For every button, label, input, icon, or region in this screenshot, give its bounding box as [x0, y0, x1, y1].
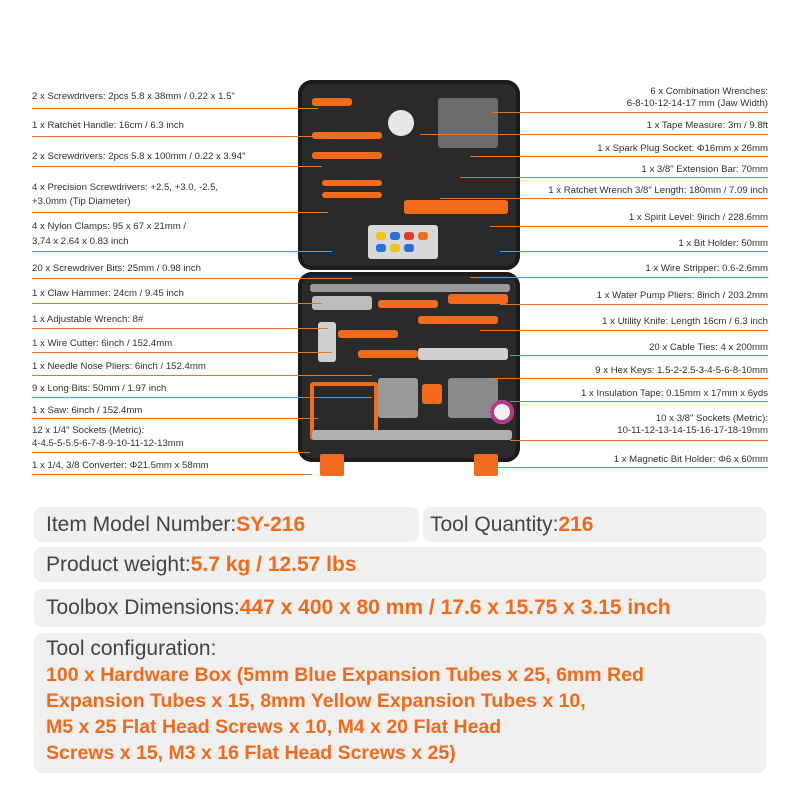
- config-line: 100 x Hardware Box (5mm Blue Expansion Tubes x 25, 6mm Red: [46, 664, 644, 686]
- callout-label: 1 x Ratchet Wrench 3/8" Length: 180mm / 7.09 inch: [548, 185, 768, 196]
- callout-label: 2 x Screwdrivers: 2pcs 5.8 x 100mm / 0.22 x 3.94": [32, 151, 246, 162]
- latch: [474, 454, 498, 476]
- leader-line: [32, 352, 332, 353]
- toolbox-lid: [298, 80, 520, 270]
- leader-line: [510, 440, 768, 441]
- callout-label: 2 x Screwdrivers: 2pcs 5.8 x 38mm / 0.22 x 1.5": [32, 91, 235, 102]
- leader-line: [32, 397, 372, 398]
- leader-line: [440, 198, 768, 199]
- product-weight: Product weight:5.7 kg / 12.57 lbs: [46, 553, 357, 576]
- callout-label: 1 x Utility Knife: Length 16cm / 6.3 inch: [602, 316, 768, 327]
- config-line: Screws x 15, M3 x 16 Flat Head Screws x 25): [46, 742, 456, 764]
- callout-label: 6 x Combination Wrenches:: [650, 86, 768, 97]
- config-line: Expansion Tubes x 15, 8mm Yellow Expansion Tubes x 10,: [46, 690, 586, 712]
- leader-line: [32, 166, 322, 167]
- leader-line: [420, 134, 768, 135]
- leader-line: [32, 212, 328, 213]
- leader-line: [32, 108, 318, 109]
- leader-line: [32, 251, 332, 252]
- leader-line: [470, 277, 768, 278]
- leader-line: [492, 112, 768, 113]
- leader-line: [32, 278, 352, 279]
- callout-label: 1 x Spirit Level: 9inch / 228.6mm: [628, 212, 768, 223]
- callout-label: 1 x Ratchet Handle: 16cm / 6.3 inch: [32, 120, 184, 131]
- callout-label: 12 x 1/4" Sockets (Metric):: [32, 425, 145, 436]
- leader-line: [460, 177, 768, 178]
- callout-label: 9 x Long Bits: 50mm / 1.97 inch: [32, 383, 167, 394]
- callout-label-line2: 3.74 x 2.64 x 0.83 inch: [32, 236, 129, 247]
- callout-label-line2: 6-8-10-12-14-17 mm (Jaw Width): [626, 98, 768, 109]
- leader-line: [32, 328, 328, 329]
- callout-label: 1 x Bit Holder: 50mm: [678, 238, 768, 249]
- callout-label: 9 x Hex Keys: 1.5-2-2.5-3-4-5-6-8-10mm: [595, 365, 768, 376]
- callout-label: 1 x Claw Hammer: 24cm / 9.45 inch: [32, 288, 184, 299]
- callout-label: 20 x Cable Ties: 4 x 200mm: [649, 342, 768, 353]
- leader-line: [32, 303, 322, 304]
- callout-label-line2: +3.0mm (Tip Diameter): [32, 196, 131, 207]
- toolbox: [298, 80, 520, 465]
- callout-label: 1 x Water Pump Pliers: 8inch / 203.2mm: [596, 290, 768, 301]
- leader-line: [510, 355, 768, 356]
- callout-label-line2: 4-4.5-5-5.5-6-7-8-9-10-11-12-13mm: [32, 438, 184, 449]
- tool-quantity: Tool Quantity:216: [430, 513, 594, 536]
- callout-label-line2: 10-11-12-13-14-15-16-17-18-19mm: [617, 425, 768, 436]
- latch: [320, 454, 344, 476]
- callout-label: 10 x 3/8" Sockets (Metric):: [655, 413, 768, 424]
- callout-label: 1 x Tape Measure: 3m / 9.8ft: [646, 120, 768, 131]
- leader-line: [470, 156, 768, 157]
- callout-label: 1 x Wire Stripper: 0.6-2.6mm: [645, 263, 768, 274]
- leader-line: [490, 467, 768, 468]
- leader-line: [490, 378, 768, 379]
- callout-label: 1 x 1/4, 3/8 Converter: Φ21.5mm x 58mm: [32, 460, 209, 471]
- leader-line: [490, 226, 768, 227]
- callout-label: 1 x Wire Cutter: 6inch / 152.4mm: [32, 338, 173, 349]
- callout-label: 1 x Insulation Tape: 0.15mm x 17mm x 6yds: [581, 388, 768, 399]
- leader-line: [480, 330, 768, 331]
- callout-label: 20 x Screwdriver Bits: 25mm / 0.98 inch: [32, 263, 202, 274]
- callout-label: 1 x 3/8" Extension Bar: 70mm: [641, 164, 768, 175]
- toolbox-dimensions: Toolbox Dimensions:447 x 400 x 80 mm / 17.6 x 15.75 x 3.15 inch: [46, 596, 671, 619]
- leader-line: [500, 251, 768, 252]
- callout-label: 1 x Needle Nose Pliers: 6inch / 152.4mm: [32, 361, 206, 372]
- leader-line: [32, 136, 328, 137]
- leader-line: [32, 418, 318, 419]
- tool-configuration: [46, 636, 766, 766]
- callout-label: 4 x Nylon Clamps: 95 x 67 x 21mm /: [32, 221, 187, 232]
- callout-label: 1 x Magnetic Bit Holder: Φ6 x 60mm: [613, 454, 768, 465]
- callout-label: 1 x Adjustable Wrench: 8#: [32, 314, 144, 325]
- toolbox-base: [298, 272, 520, 462]
- leader-line: [32, 375, 372, 376]
- leader-line: [32, 452, 310, 453]
- leader-line: [32, 474, 312, 475]
- leader-line: [510, 401, 768, 402]
- config-heading: Tool configuration:: [46, 637, 217, 660]
- callout-label: 1 x Saw: 6inch / 152.4mm: [32, 405, 143, 416]
- callout-label: 1 x Spark Plug Socket: Φ16mm x 26mm: [597, 143, 768, 154]
- callout-label: 4 x Precision Screwdrivers: +2.5, +3.0, -2.5,: [32, 182, 219, 193]
- model-number: Item Model Number:SY-216: [46, 513, 306, 536]
- config-line: M5 x 25 Flat Head Screws x 10, M4 x 20 Flat Head: [46, 716, 502, 738]
- leader-line: [500, 304, 768, 305]
